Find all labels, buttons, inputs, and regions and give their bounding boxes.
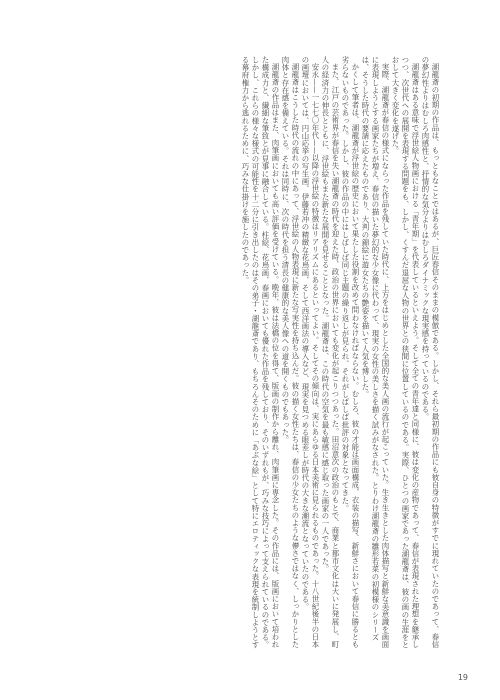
paragraph-7: 湖龍斎はこうした時代の流れの中にあって、浮世絵の人物表現に新たな写実性を持ち込んだ。彼の描く女性たちは、春信の少女たちのような儚さではなく、しっかりとした肉体と存在感を備えている。それは同時に、次の時代を担う清長の健康的な美人像への道を開くものでもあった。 xyxy=(281,56,300,649)
paragraph-6: 安永——一七七〇年代——以降の浮世絵の特徴はリアリズムにあるといってよい。そしてその傾向は、実にあらゆる日本美術に見られるものであった。十八世紀後半の日本の画壇においては、円山応挙の写生画、伊藤若冲の精緻な花鳥画、そして西洋画法の導入など、現実を見つめる眼差しが時代の大きな潮流となっていたのである。 xyxy=(301,56,320,649)
paragraph-1: 湖龍斎の初期の作品は、もっともなことではあるが、巨匠春信そのままの模倣である。しかし、それら最初期の作品にも彼自身の特徴がすでに現れていたのであって、春信の夢幻性よりはむしろ肉感性と、抒情的な気分よりはむしろダイナミックな現実感を持っているのである。 xyxy=(421,56,440,649)
paragraph-5: また、江戸の芸術界が春信を失い湖龍斎の時代を迎えた時、政治の世界においても変化が起こりつつあった。田沼意次の政治のもとで、商業と都市文化は大いに発展し、町人の経済力の伸長とともに、浮世絵もまた新たな展開を見せることとなった。湖龍斎は、この時代の空気を最も敏感に感じ取った画家の一人であった。 xyxy=(321,56,340,649)
paragraph-4: かくして筆者は、湖龍斎が浮世絵の歴史において果たした役割を改めて問わなければならない。むしろ、彼の才能は画面構成、衣装の描写、新鮮さにおいて春信に勝るとも劣らないものであった。しかし、彼の作品の中にはしばしば同じ主題の繰り返しが見られ、それがしばしば批評の対象となってきた。 xyxy=(341,56,360,649)
vertical-body-text xyxy=(60,56,440,656)
paragraph-2: 湖龍斎はある意味で浮世絵人物画における「青年期」を代表しているといえよう。そして全ての青年達と同様に、彼は変化の産物であって、春信が表現された理想を継承しつつ、次世代への展開を表現する問題をも、しかし、くすんだ退屈な人物の世界との狭間に位置しているのである。実際、ひとつの画家であった湖龍斎は、彼の画の生涯をとおして大きく変化を遂げた。 xyxy=(391,56,420,649)
page-number: 19 xyxy=(457,673,468,682)
paragraph-8: 湖龍斎の作品はまた、肉筆画においても高い評価を受けている。晩年、彼は法橋の位を得て、版画の制作から離れ、肉筆画に専念した。その作品には、版画において培われた構成力と、繊細な筆致とが見事に融合している。柱絵、花鳥画、春画においても優れた作品を残しており、そのいずれもが、巧みな技巧によって支えられているのである。しかし、これらの様々な様式の可能性を十二分に引き出したのはその弟子・湖龍斎であり、もちろんそのために「あぶな絵」として特にエロティックな表現を統制しようとする幕府権力から逃れるために、巧みな仕掛けを施したのであった。 xyxy=(241,56,280,649)
paragraph-3: 実際、湖龍斎が春信の様式にならった作品を残していた時代に、上方をはじめとした全国的な美人画の流行が起こっていた。生き生きとした肉体描写と新鮮な美意識を画面に表現しようとする画家たちが増え、春信の描いた夢幻的な少女像に代わって、現実の女性の美しさを描く試みがなされた。とりわけ湖龍斎の雛形若菜の初模様のシリーズは、そうした時代の要請に応えたものであり、大判の錦絵に遊女たちの艶姿を描いて人気を博した。 xyxy=(361,56,390,649)
